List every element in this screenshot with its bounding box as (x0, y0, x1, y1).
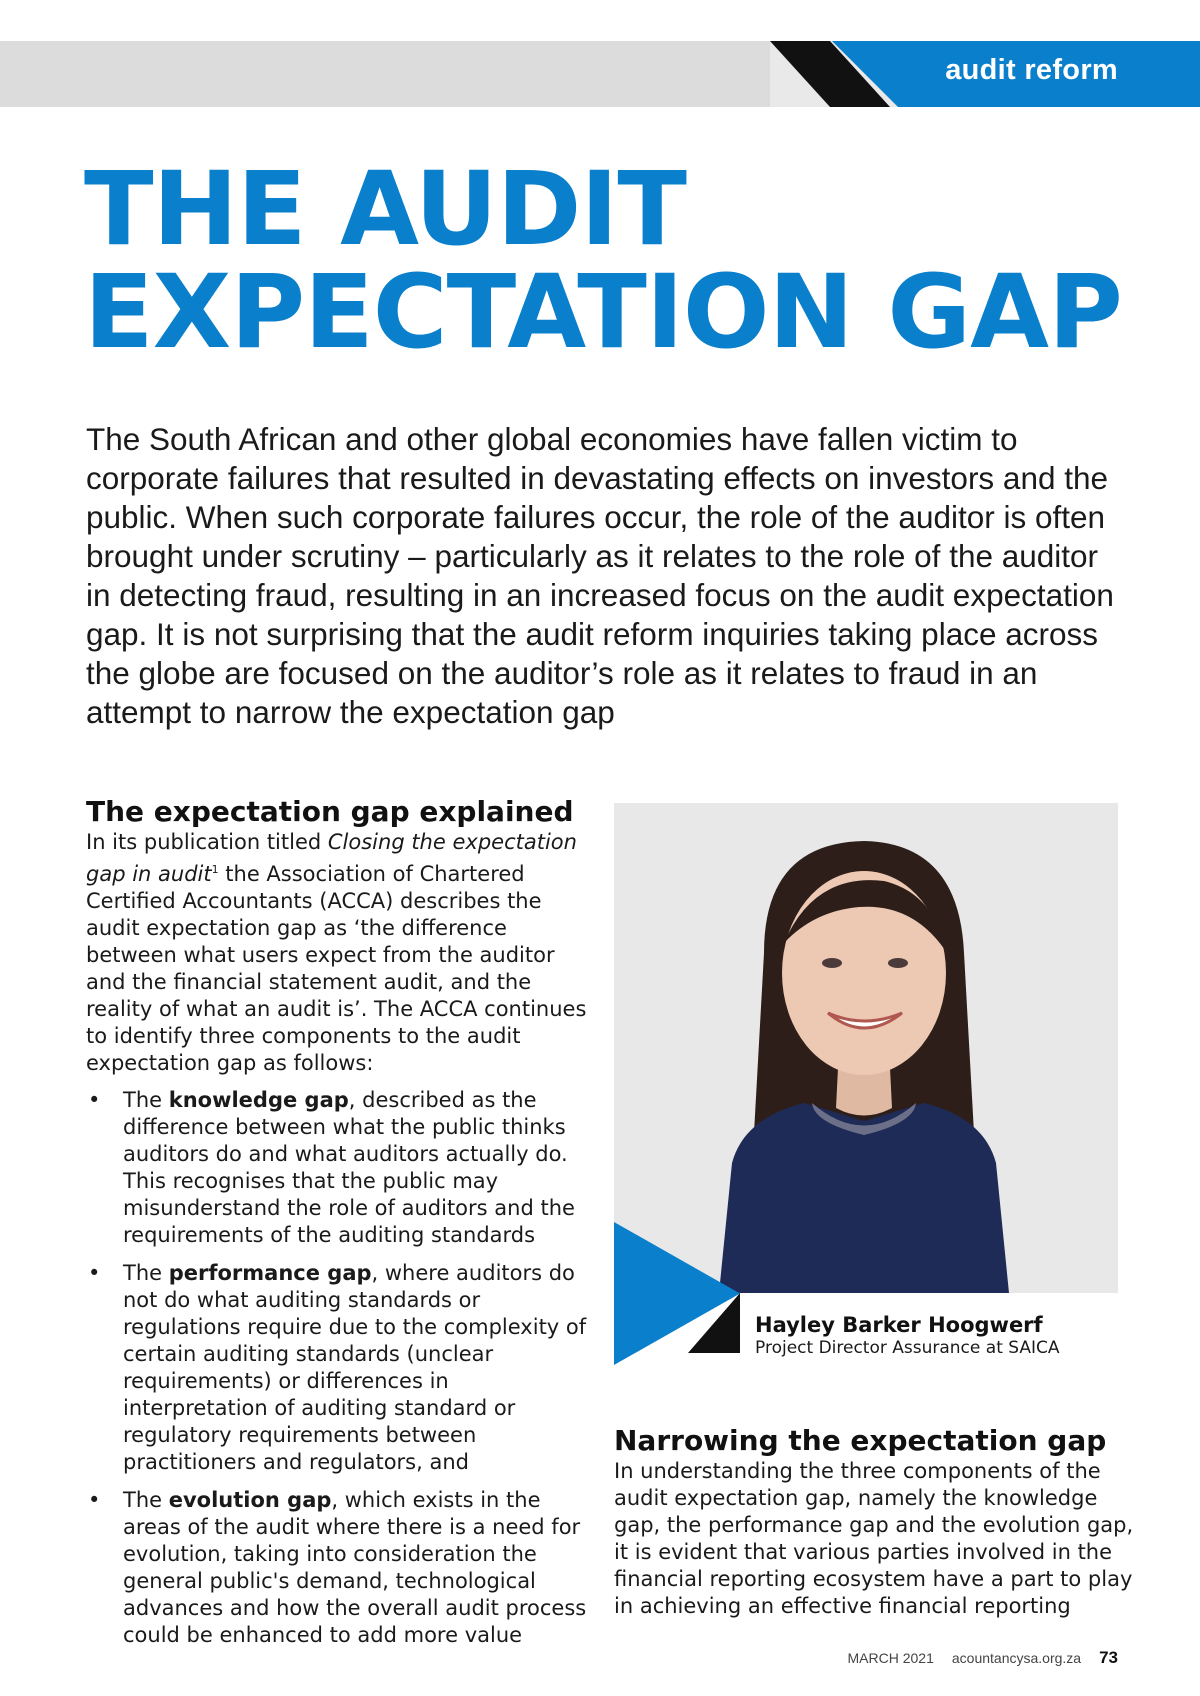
website-link[interactable]: acountancysa.org.za (951, 1650, 1082, 1666)
title-line-2: EXPECTATION GAP (84, 253, 1122, 372)
author-photo (614, 803, 1118, 1293)
list-item-performance-gap (86, 1260, 596, 1476)
section-label: audit reform (945, 54, 1118, 86)
intro-paragraph: The South African and other global economies have fallen victim to corporate failures that resulted in devastating effects on investors and the public. When such corporate failures occur, the role of the auditor is often brought under scrutiny – particularly as it relates to the role of the auditor in detecting fraud, resulting in an increased focus on the audit expectation gap. It is not surprising that the audit reform inquiries taking place across the globe are focused on the auditor’s role as it relates to fraud in an attempt to narrow the expectation gap (86, 421, 1114, 730)
list-item-evolution-gap (86, 1487, 596, 1649)
bullet-text: , which exists in the areas of the audit where there is a need for evolution, taking into consideration the general public's demand, technological advances and how the overall audit process could be enhanced to add more value (123, 1488, 587, 1647)
bullet-term: performance gap (168, 1261, 372, 1285)
author-name: Hayley Barker Hoogwerf (755, 1313, 1043, 1337)
section-paragraph-explained (86, 829, 596, 1077)
bullet-icon: • (88, 1088, 101, 1112)
issue-date: MARCH 2021 (847, 1650, 934, 1666)
bullet-icon: • (88, 1488, 101, 1512)
list-item-knowledge-gap (86, 1087, 596, 1249)
photo-caption (755, 1312, 1060, 1359)
bullet-term: evolution gap (168, 1488, 332, 1512)
portrait-illustration (614, 803, 1118, 1293)
bullet-text: , where auditors do not do what auditing standards or regulations require due to the complexity of certain auditing standards (unclear requirements) or differences in interpretation of auditing standard or regulatory requirements between practitioners and regulators, and (123, 1261, 587, 1474)
bullet-text: , described as the difference between what the public thinks auditors do and what auditors actually do. This recognises that the public may misunderstand the role of auditors and the requirements of the auditing standards (123, 1088, 575, 1247)
section-paragraph-narrowing: In understanding the three components of the audit expectation gap, namely the knowledge gap, the performance gap and the evolution gap, it is evident that various parties involved in the financial reporting ecosystem have a part to play in achieving an effective financial reporting (614, 1459, 1134, 1618)
bullet-icon: • (88, 1261, 101, 1285)
bullet-pre: The (123, 1488, 169, 1512)
page-footer (848, 1648, 1119, 1668)
publication-title: Closing the expectation gap in audit (86, 830, 577, 886)
para-text-before: In its publication titled (86, 830, 328, 854)
left-column (86, 795, 596, 1660)
section-heading-narrowing: Narrowing the expectation gap (614, 1424, 1107, 1457)
para-text-after: the Association of Chartered Certified Accountants (ACCA) describes the audit expectation gap as ‘the difference between what users expect from the auditor and the financial statement audit, and the reality of what an audit is’. The ACCA continues to identify three components to the audit expectation gap as follows: (86, 862, 587, 1075)
right-column (614, 1424, 1134, 1620)
footnote-marker: 1 (211, 863, 219, 876)
page-title (84, 150, 1122, 372)
bullet-term: knowledge gap (168, 1088, 349, 1112)
author-role: Project Director Assurance at SAICA (755, 1338, 1060, 1358)
page-number: 73 (1099, 1648, 1118, 1667)
section-heading-explained: The expectation gap explained (86, 795, 574, 828)
bullet-pre: The (123, 1088, 169, 1112)
bullet-pre: The (123, 1261, 169, 1285)
title-line-1: THE AUDIT (84, 150, 686, 269)
gap-components-list (86, 1087, 596, 1649)
